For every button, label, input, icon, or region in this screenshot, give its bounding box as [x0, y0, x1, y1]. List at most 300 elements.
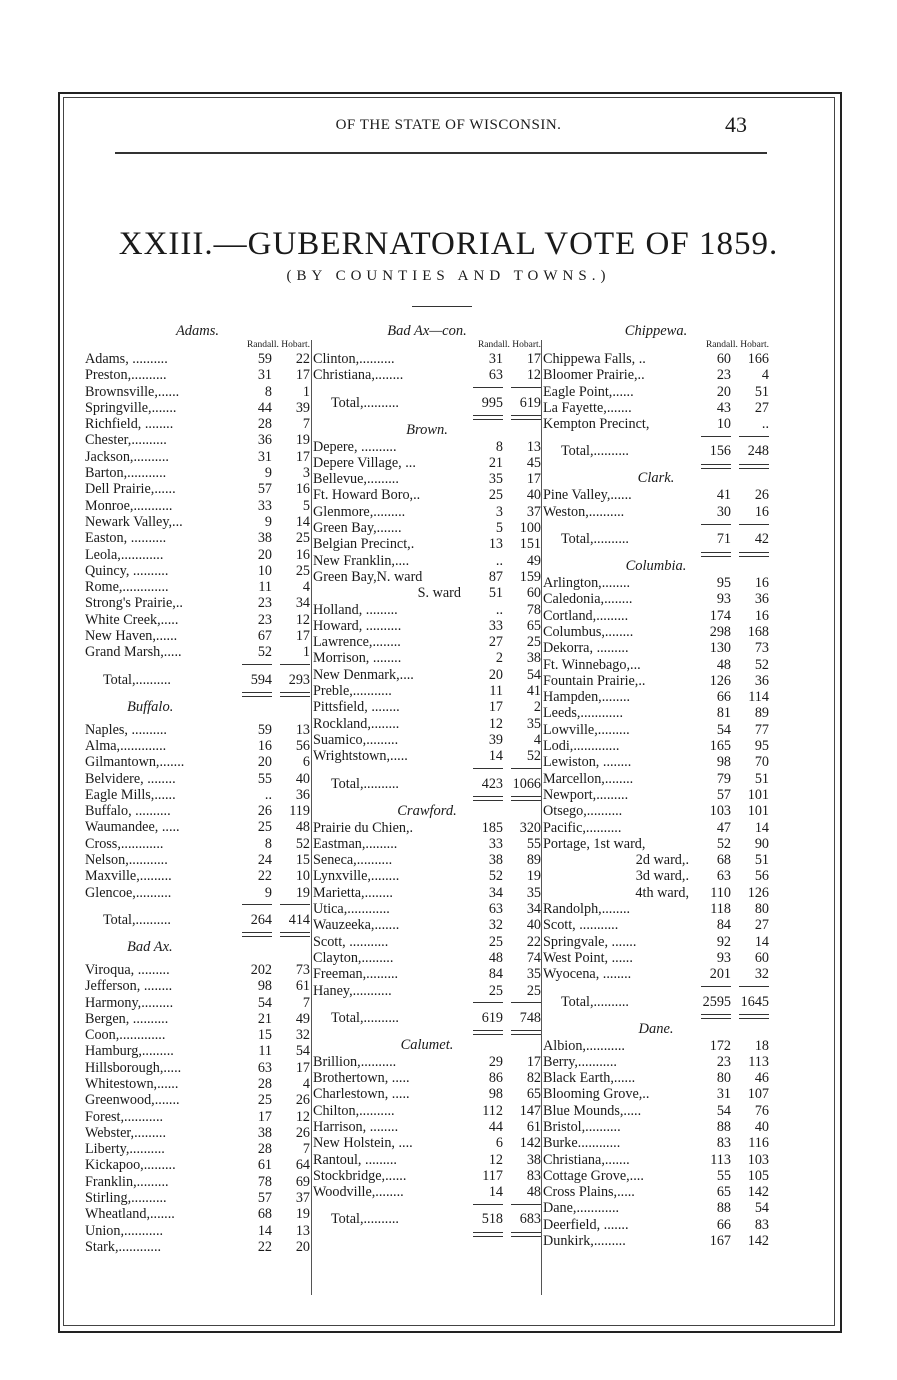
- rule-cell: [272, 661, 310, 669]
- table-row: [313, 836, 541, 852]
- rule-cell: [463, 1200, 503, 1208]
- randall-votes: 57: [716, 786, 731, 803]
- randall-votes: 98: [257, 978, 272, 995]
- randall-votes: 167: [709, 1233, 731, 1250]
- rule-cell: [691, 1013, 731, 1021]
- town-name: Wrightstown,.....: [313, 748, 408, 765]
- randall-votes: 298: [709, 623, 731, 640]
- randall-votes: 174: [709, 607, 731, 624]
- table-row: [85, 367, 310, 383]
- hobart-votes: 17: [295, 448, 310, 465]
- randall-votes: 55: [257, 770, 272, 787]
- county-heading: Buffalo.: [127, 698, 174, 715]
- hobart-votes: 4: [533, 731, 541, 748]
- rule-line: [242, 692, 272, 697]
- town-name: Lawrence,........: [313, 634, 401, 651]
- town-name: Arlington,........: [543, 575, 631, 592]
- randall-votes: 84: [716, 917, 731, 934]
- randall-votes: 17: [257, 1108, 272, 1125]
- town-name: Utica,............: [313, 901, 390, 918]
- hobart-votes: 105: [747, 1167, 769, 1184]
- randall-votes: 30: [716, 503, 731, 520]
- hobart-votes: 78: [526, 601, 541, 618]
- randall-votes: ..: [495, 552, 503, 569]
- table-row: [543, 738, 769, 754]
- randall-votes: 51: [488, 585, 503, 602]
- table-row: [313, 455, 541, 471]
- double-rule: [543, 462, 769, 470]
- randall-votes: 118: [710, 901, 731, 918]
- rule-spacer: [313, 414, 463, 422]
- town-name: Pacific,..........: [543, 819, 622, 836]
- hobart-votes: 17: [526, 471, 541, 488]
- rule-cell: [691, 462, 731, 470]
- town-name: Chippewa Falls, ..: [543, 351, 646, 367]
- rule-spacer: [543, 432, 691, 440]
- town-name: Lewiston, ........: [543, 754, 632, 771]
- town-name: Preston,..........: [85, 367, 167, 384]
- column-divider: [311, 340, 312, 1295]
- table-row: [85, 885, 310, 901]
- hobart-votes: 74: [526, 949, 541, 966]
- hobart-votes: 22: [295, 351, 310, 367]
- double-rule: [85, 931, 310, 939]
- hobart-votes: 26: [295, 1092, 310, 1109]
- town-name: Marcellon,........: [543, 770, 634, 787]
- hobart-votes: 55: [526, 835, 541, 852]
- randall-votes: 23: [257, 595, 272, 612]
- town-name: Lowville,.........: [543, 721, 630, 738]
- table-row: [85, 771, 310, 787]
- hobart-votes: 16: [295, 546, 310, 563]
- town-name: Deerfield, .......: [543, 1216, 629, 1233]
- table-row: [543, 1119, 769, 1135]
- rule-line: [511, 1030, 541, 1035]
- randall-votes: 35: [488, 471, 503, 488]
- single-rule: [543, 983, 769, 991]
- randall-votes: 81: [716, 705, 731, 722]
- town-name: Greenwood,.......: [85, 1092, 180, 1109]
- column-right: [543, 323, 769, 1249]
- hobart-votes: 73: [295, 961, 310, 978]
- table-row: [313, 536, 541, 552]
- rule-line: [511, 415, 541, 420]
- table-row: [543, 591, 769, 607]
- randall-votes: 54: [716, 1102, 731, 1119]
- rule-line: [280, 932, 310, 937]
- town-name: Albion,...........: [543, 1037, 625, 1054]
- town-name: Bloomer Prairie,..: [543, 367, 645, 384]
- table-row: [313, 1103, 541, 1119]
- hobart-votes: 35: [526, 715, 541, 732]
- town-name: Jefferson, ........: [85, 978, 173, 995]
- town-name: 4th ward,: [635, 884, 689, 901]
- table-row: [85, 400, 310, 416]
- hobart-votes: 142: [747, 1233, 769, 1250]
- randall-votes: 54: [716, 721, 731, 738]
- total-row: [85, 909, 310, 931]
- randall-votes: 10: [257, 562, 272, 579]
- randall-votes: 43: [716, 399, 731, 416]
- randall-votes: 619: [481, 1009, 503, 1026]
- county-heading: Bad Ax.: [127, 938, 173, 955]
- table-row: [313, 1086, 541, 1102]
- hobart-votes: 16: [754, 575, 769, 592]
- town-name: Total,..........: [561, 443, 629, 460]
- rule-line: [739, 552, 769, 557]
- rule-line: [739, 436, 769, 437]
- hobart-votes: 34: [295, 595, 310, 612]
- town-name: Waumandee, .....: [85, 819, 180, 836]
- table-row: [313, 852, 541, 868]
- town-name: Rockland,........: [313, 715, 400, 732]
- randall-votes: 34: [488, 884, 503, 901]
- town-name: Cottage Grove,....: [543, 1167, 644, 1184]
- table-row: [313, 569, 541, 585]
- town-name: Dell Prairie,......: [85, 481, 176, 498]
- hobart-votes: 35: [526, 884, 541, 901]
- randall-votes: 25: [257, 819, 272, 836]
- town-name: Cross,............: [85, 835, 164, 852]
- hobart-votes: 39: [295, 399, 310, 416]
- town-name: Harmony,.........: [85, 994, 174, 1011]
- randall-votes: 52: [716, 835, 731, 852]
- town-name: Viroqua, .........: [85, 961, 170, 978]
- table-row: [85, 995, 310, 1011]
- single-rule: [313, 999, 541, 1007]
- rule-line: [473, 1002, 503, 1003]
- randall-votes: 68: [716, 852, 731, 869]
- column-header: Randall. Hobart.: [246, 340, 310, 350]
- table-row: [85, 530, 310, 546]
- randall-votes: 8: [264, 383, 272, 400]
- randall-votes: 28: [257, 1075, 272, 1092]
- town-name: Blooming Grove,..: [543, 1086, 650, 1103]
- table-row: [85, 1223, 310, 1239]
- randall-votes: 25: [488, 487, 503, 504]
- rule-line: [511, 1204, 541, 1205]
- table-row: [543, 351, 769, 367]
- table-row: [543, 950, 769, 966]
- randall-votes: 47: [716, 819, 731, 836]
- column-header: Randall. Hobart.: [477, 340, 541, 350]
- rule-cell: [232, 691, 272, 699]
- hobart-votes: 15: [295, 852, 310, 869]
- rule-line: [739, 986, 769, 987]
- town-name: New Holstein, ....: [313, 1135, 413, 1152]
- rule-line: [701, 436, 731, 437]
- table-row: [85, 547, 310, 563]
- randall-votes: 25: [488, 982, 503, 999]
- town-name: Otsego,..........: [543, 803, 623, 820]
- hobart-votes: 26: [295, 1124, 310, 1141]
- randall-votes: 15: [257, 1027, 272, 1044]
- table-row: [85, 1125, 310, 1141]
- table-row: [85, 1174, 310, 1190]
- hobart-votes: 16: [754, 607, 769, 624]
- randall-votes: 21: [488, 454, 503, 471]
- rule-cell: [503, 999, 541, 1007]
- town-name: Quincy, ..........: [85, 562, 169, 579]
- randall-votes: 44: [488, 1118, 503, 1135]
- randall-votes: 98: [716, 754, 731, 771]
- town-name: 2d ward,.: [635, 852, 689, 869]
- rule-line: [511, 1232, 541, 1237]
- hobart-votes: 52: [295, 835, 310, 852]
- table-row: [85, 416, 310, 432]
- table-row: [313, 471, 541, 487]
- randall-votes: 48: [488, 949, 503, 966]
- town-name: Holland, .........: [313, 601, 398, 618]
- total-row: [543, 528, 769, 550]
- county-heading: Dane.: [638, 1020, 674, 1037]
- town-name: Coon,.............: [85, 1027, 166, 1044]
- hobart-votes: 4: [761, 367, 769, 384]
- town-name: Alma,.............: [85, 737, 167, 754]
- page-subtitle: (BY COUNTIES AND TOWNS.): [286, 268, 611, 284]
- hobart-votes: 52: [526, 748, 541, 765]
- table-row: [543, 722, 769, 738]
- hobart-votes: 166: [747, 351, 769, 367]
- randall-votes: 36: [257, 432, 272, 449]
- hobart-votes: 80: [754, 901, 769, 918]
- rule-line: [701, 986, 731, 987]
- randall-votes: 11: [258, 579, 272, 596]
- randall-votes: 995: [481, 394, 503, 411]
- rule-line: [701, 552, 731, 557]
- rule-line: [511, 796, 541, 801]
- hobart-votes: 89: [526, 852, 541, 869]
- randall-votes: 103: [709, 803, 731, 820]
- randall-votes: 3: [495, 503, 503, 520]
- randall-votes: 68: [257, 1206, 272, 1223]
- table-row: [543, 1086, 769, 1102]
- randall-votes: 66: [716, 1216, 731, 1233]
- table-row: [85, 481, 310, 497]
- town-name: Grand Marsh,.....: [85, 644, 182, 661]
- town-name: Chester,..........: [85, 432, 167, 449]
- single-rule: [85, 901, 310, 909]
- running-head: OF THE STATE OF WISCONSIN.: [335, 117, 562, 133]
- hobart-votes: 14: [295, 513, 310, 530]
- table-row: [313, 667, 541, 683]
- town-name: Chilton,..........: [313, 1102, 395, 1119]
- table-row: [313, 950, 541, 966]
- hobart-votes: 13: [526, 438, 541, 455]
- randall-votes: 113: [710, 1151, 731, 1168]
- table-row: [85, 754, 310, 770]
- town-name: New Haven,......: [85, 628, 178, 645]
- table-row: [543, 934, 769, 950]
- randall-votes: 25: [488, 933, 503, 950]
- hobart-votes: 147: [519, 1102, 541, 1119]
- randall-votes: 59: [257, 351, 272, 367]
- hobart-votes: 142: [519, 1135, 541, 1152]
- rule-cell: [731, 432, 769, 440]
- rule-cell: [463, 999, 503, 1007]
- table-row: [543, 1070, 769, 1086]
- single-rule: [313, 765, 541, 773]
- randall-votes: 8: [495, 438, 503, 455]
- town-name: Webster,.........: [85, 1124, 167, 1141]
- table-row: [543, 868, 769, 884]
- hobart-votes: 7: [302, 994, 310, 1011]
- town-name: Black Earth,......: [543, 1070, 636, 1087]
- hobart-votes: 101: [747, 786, 769, 803]
- hobart-votes: 17: [295, 367, 310, 384]
- hobart-votes: 103: [747, 1151, 769, 1168]
- town-name: Forest,...........: [85, 1108, 164, 1125]
- randall-votes: 20: [257, 754, 272, 771]
- randall-votes: 23: [257, 611, 272, 628]
- town-name: Buffalo, ..........: [85, 803, 171, 820]
- town-name: Weston,..........: [543, 503, 625, 520]
- randall-votes: 165: [709, 738, 731, 755]
- town-name: Morrison, ........: [313, 650, 402, 667]
- town-name: New Denmark,....: [313, 666, 414, 683]
- table-row: [543, 966, 769, 982]
- table-row: [313, 553, 541, 569]
- table-row: [543, 705, 769, 721]
- randall-votes: 110: [710, 884, 731, 901]
- rule-cell: [503, 384, 541, 392]
- hobart-votes: 27: [754, 399, 769, 416]
- table-row: [85, 1011, 310, 1027]
- hobart-votes: 142: [747, 1184, 769, 1201]
- town-name: Burke............: [543, 1135, 621, 1152]
- table-row: [543, 1038, 769, 1054]
- hobart-votes: 114: [748, 689, 769, 706]
- table-row: [543, 885, 769, 901]
- randall-votes: 126: [709, 672, 731, 689]
- randall-votes: 88: [716, 1118, 731, 1135]
- hobart-votes: 5: [302, 497, 310, 514]
- rule-cell: [232, 931, 272, 939]
- hobart-votes: ..: [761, 416, 769, 433]
- town-name: Bergen, ..........: [85, 1010, 169, 1027]
- randall-votes: 61: [257, 1157, 272, 1174]
- town-name: Pine Valley,......: [543, 487, 632, 504]
- rule-line: [511, 768, 541, 769]
- town-name: Portage, 1st ward,: [543, 835, 646, 852]
- town-name: Lynxville,........: [313, 868, 400, 885]
- table-row: [85, 803, 310, 819]
- table-row: [543, 1168, 769, 1184]
- table-row: [85, 1060, 310, 1076]
- randall-votes: 9: [264, 884, 272, 901]
- table-row: [543, 754, 769, 770]
- town-name: Total,..........: [561, 993, 629, 1010]
- rule-spacer: [313, 1029, 463, 1037]
- randall-votes: 88: [716, 1200, 731, 1217]
- table-row: [313, 868, 541, 884]
- table-row: [313, 820, 541, 836]
- table-row: [85, 962, 310, 978]
- hobart-votes: 46: [754, 1070, 769, 1087]
- hobart-votes: 22: [526, 933, 541, 950]
- randall-votes: 83: [716, 1135, 731, 1152]
- total-row: [313, 1208, 541, 1230]
- table-row: [85, 868, 310, 884]
- hobart-votes: 168: [747, 623, 769, 640]
- hobart-votes: 4: [302, 1075, 310, 1092]
- town-name: White Creek,.....: [85, 611, 179, 628]
- hobart-votes: 748: [519, 1009, 541, 1026]
- randall-votes: 13: [488, 536, 503, 553]
- hobart-votes: 12: [295, 611, 310, 628]
- randall-votes: 71: [716, 531, 731, 548]
- town-name: Harrison, ........: [313, 1118, 399, 1135]
- table-row: [85, 1027, 310, 1043]
- table-row: [85, 465, 310, 481]
- table-row: [85, 738, 310, 754]
- randall-votes: 95: [716, 575, 731, 592]
- randall-votes: 21: [257, 1010, 272, 1027]
- column-header: Randall. Hobart.: [705, 340, 769, 350]
- hobart-votes: 7: [302, 416, 310, 433]
- hobart-votes: 42: [754, 531, 769, 548]
- hobart-votes: 10: [295, 868, 310, 885]
- randall-votes: 32: [488, 917, 503, 934]
- rule-cell: [463, 1029, 503, 1037]
- randall-votes: 117: [482, 1167, 503, 1184]
- randall-votes: 33: [488, 617, 503, 634]
- rule-spacer: [313, 795, 463, 803]
- double-rule: [313, 1029, 541, 1037]
- table-row: [85, 1043, 310, 1059]
- randall-votes: 23: [716, 1053, 731, 1070]
- rule-cell: [463, 765, 503, 773]
- table-row: [313, 748, 541, 764]
- hobart-votes: 119: [289, 803, 310, 820]
- hobart-votes: 101: [747, 803, 769, 820]
- hobart-votes: 54: [526, 666, 541, 683]
- randall-votes: 59: [257, 721, 272, 738]
- rule-spacer: [313, 999, 463, 1007]
- hobart-votes: 14: [754, 933, 769, 950]
- rule-line: [473, 1232, 503, 1237]
- rule-cell: [503, 1230, 541, 1238]
- rule-cell: [232, 901, 272, 909]
- table-row: [313, 1119, 541, 1135]
- hobart-votes: 17: [526, 351, 541, 367]
- rule-cell: [463, 384, 503, 392]
- randall-votes: 24: [257, 852, 272, 869]
- hobart-votes: 40: [526, 917, 541, 934]
- randall-votes: 44: [257, 399, 272, 416]
- randall-votes: 57: [257, 1190, 272, 1207]
- table-row: [85, 1141, 310, 1157]
- randall-votes: 9: [264, 513, 272, 530]
- hobart-votes: 89: [754, 705, 769, 722]
- table-row: [85, 978, 310, 994]
- rule-cell: [691, 983, 731, 991]
- town-name: Belgian Precinct,.: [313, 536, 415, 553]
- rule-cell: [503, 1200, 541, 1208]
- rule-cell: [503, 1029, 541, 1037]
- hobart-votes: 83: [754, 1216, 769, 1233]
- randall-votes: 52: [257, 644, 272, 661]
- page-number: 43: [725, 112, 747, 137]
- town-name: Columbus,........: [543, 623, 634, 640]
- table-row: [85, 449, 310, 465]
- table-row: [313, 885, 541, 901]
- randall-votes: 29: [488, 1053, 503, 1070]
- hobart-votes: 1066: [512, 775, 541, 792]
- town-name: Lodi,.............: [543, 738, 620, 755]
- table-row: [543, 416, 769, 432]
- table-row: [85, 1092, 310, 1108]
